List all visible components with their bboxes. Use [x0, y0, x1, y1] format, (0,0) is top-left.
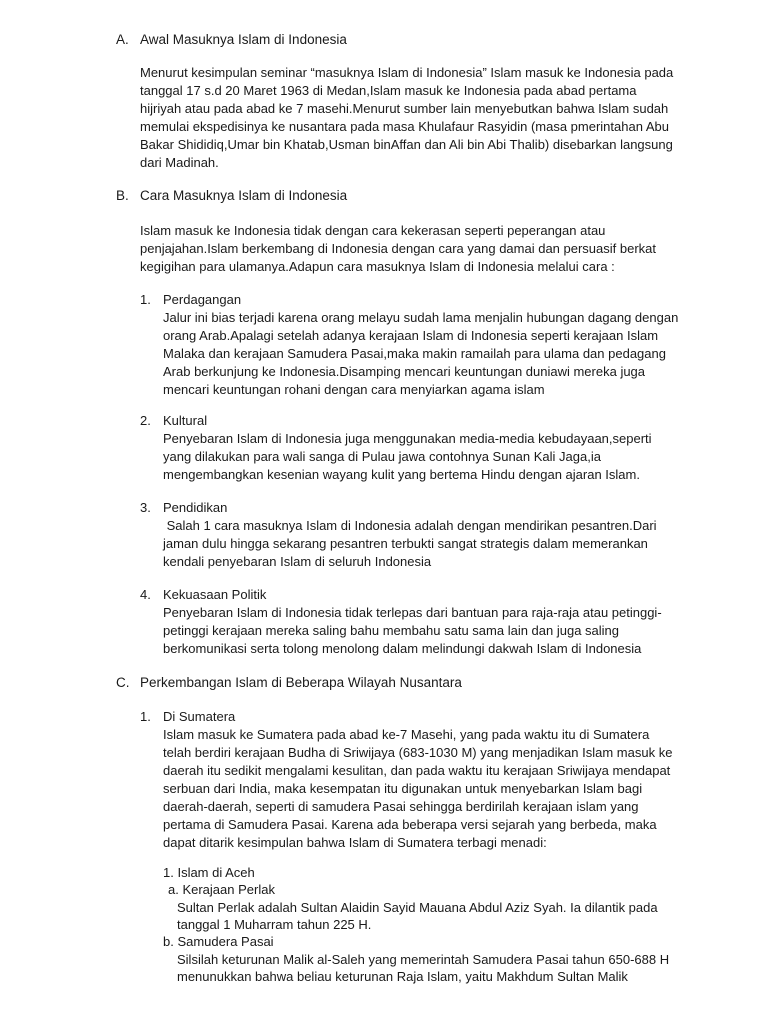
perlak-line: tanggal 1 Muharram tahun 225 H.	[177, 917, 372, 932]
list-item-line: telah berdiri kerajaan Budha di Sriwijaya (683-1030 M) yang menjadikan Islam masuk ke	[163, 745, 673, 760]
perlak-line: Sultan Perlak adalah Sultan Alaidin Sayid Mauana Abdul Aziz Syah. Ia dilantik pada	[177, 900, 658, 915]
list-item-line: dapat ditarik kesimpulan bahwa Islam di Sumatera terbagi menadi:	[163, 835, 547, 850]
paragraph-line: Islam masuk ke Indonesia tidak dengan cara kekerasan seperti peperangan atau	[140, 223, 606, 238]
list-item-line: Jalur ini bias terjadi karena orang melayu sudah lama menjalin hubungan dagang dengan	[163, 310, 679, 325]
paragraph-line: Bakar Shididiq,Umar bin Khatab,Usman binAffan dan Ali bin Abi Thalib) disebarkan langsung	[140, 137, 673, 152]
section-c-title: Perkembangan Islam di Beberapa Wilayah Nusantara	[140, 675, 462, 690]
list-item-line: petinggi kerajaan mereka saling bahu membahu satu sama lain dan juga saling	[163, 623, 620, 638]
list-item-title: Di Sumatera	[163, 709, 236, 724]
list-item-line: jaman dulu hingga sekarang pesantren terbukti sangat strategis dalam memerankan	[163, 536, 648, 551]
list-item-line: Salah 1 cara masuknya Islam di Indonesia adalah dengan mendirikan pesantren.Dari	[163, 518, 657, 533]
list-number: 4.	[140, 587, 151, 602]
list-item-line: yang dilakukan para wali sanga di Pulau jawa contohnya Sunan Kali Jaga,ia	[163, 449, 601, 464]
section-b-paragraph	[140, 222, 680, 276]
list-item-body	[163, 499, 657, 571]
list-item-line: serbuan dari India, maka kesempatan itu digunakan untuk menyebarkan Islam bagi	[163, 781, 643, 796]
section-a-heading	[116, 31, 347, 49]
section-b-title: Cara Masuknya Islam di Indonesia	[140, 188, 348, 203]
paragraph-line: penjajahan.Islam berkembang di Indonesia dengan cara yang damai dan persuasif berkat	[140, 241, 657, 256]
pasai-line: menunukkan bahwa beliau keturunan Raja Islam, yaitu Makhdum Sultan Malik	[177, 969, 628, 984]
list-item-title: Perdagangan	[163, 292, 242, 307]
list-item-line: Islam masuk ke Sumatera pada abad ke-7 Masehi, yang pada waktu itu di Sumatera	[163, 727, 650, 742]
subheading-islam-di-aceh: 1. Islam di Aceh	[163, 865, 255, 880]
list-number: 1.	[140, 709, 151, 724]
paragraph-line: dari Madinah.	[140, 155, 219, 170]
list-item-line: orang Arab.Apalagi setelah adanya kerajaan Islam di Indonesia seperti kerajaan Islam	[163, 328, 659, 343]
list-number: 1.	[140, 292, 151, 307]
list-item-line: Arab berkunjung ke Indonesia.Disamping mencari keuntungan duniawi mereka juga	[163, 364, 646, 379]
section-a-letter: A.	[116, 32, 129, 47]
section-b-heading	[116, 187, 347, 205]
pasai-line: Silsilah keturunan Malik al-Saleh yang memerintah Samudera Pasai tahun 650-688 H	[177, 952, 670, 967]
list-item-line: mencari keuntungan rohani dengan cara menyiarkan agama islam	[163, 382, 545, 397]
list-item-body	[163, 412, 652, 484]
section-a-paragraph	[140, 64, 680, 172]
list-item-line: Malaka dan kerajaan Samudera Pasai,maka makin ramailah para ulama dan pedagang	[163, 346, 666, 361]
list-item-line: Penyebaran Islam di Indonesia tidak terlepas dari bantuan para raja-raja atau petinggi-	[163, 605, 662, 620]
paragraph-line: hijriyah atau pada abad ke 7 masehi.Menurut sumber lain menyebutkan bahwa Islam sudah	[140, 101, 669, 116]
list-item-body	[163, 586, 662, 658]
paragraph-line: kegigihan para ulamanya.Adapun cara masuknya Islam di Indonesia melalui cara :	[140, 259, 615, 274]
list-item-line: daerah itu sedikit mengalami kesulitan, dan pada waktu itu kerajaan Sriwijaya mendapat	[163, 763, 671, 778]
list-item-title: Kekuasaan Politik	[163, 587, 267, 602]
section-b-letter: B.	[116, 188, 129, 203]
paragraph-line: Menurut kesimpulan seminar “masuknya Islam di Indonesia” Islam masuk ke Indonesia pada	[140, 65, 674, 80]
list-number: 3.	[140, 500, 151, 515]
list-item-line: mengembangkan kesenian wayang kulit yang bertema Hindu dengan ajaran Islam.	[163, 467, 640, 482]
list-item-line: kendali penyebaran Islam di seluruh Indonesia	[163, 554, 432, 569]
list-item-line: daerah-daerah, seperti di samudera Pasai sehingga berdirilah kerajaan islam yang	[163, 799, 639, 814]
list-item-line: berkomunikasi serta tolong menolong dalam melindungi dakwah Islam di Indonesia	[163, 641, 642, 656]
list-item-body	[163, 291, 678, 399]
list-item-line: Penyebaran Islam di Indonesia juga menggunakan media-media kebudayaan,seperti	[163, 431, 652, 446]
paragraph-line: memulai ekspedisinya ke nusantara pada masa Khulafaur Rasyidin (masa pmerintahan Abu	[140, 119, 669, 134]
paragraph-line: tanggal 17 s.d 20 Maret 1963 di Medan,Islam masuk ke Indonesia pada abad pertama	[140, 83, 637, 98]
list-item-body	[163, 708, 672, 852]
list-item-line: pertama di Samudera Pasai. Karena ada beberapa versi sejarah yang berbeda, maka	[163, 817, 657, 832]
section-a-title: Awal Masuknya Islam di Indonesia	[140, 32, 347, 47]
list-item-title: Pendidikan	[163, 500, 228, 515]
subheading-samudera-pasai: b. Samudera Pasai	[163, 934, 274, 949]
subheading-kerajaan-perlak: a. Kerajaan Perlak	[168, 882, 275, 897]
list-item-title: Kultural	[163, 413, 208, 428]
section-c-heading	[116, 674, 462, 692]
list-number: 2.	[140, 413, 151, 428]
section-c-letter: C.	[116, 675, 130, 690]
